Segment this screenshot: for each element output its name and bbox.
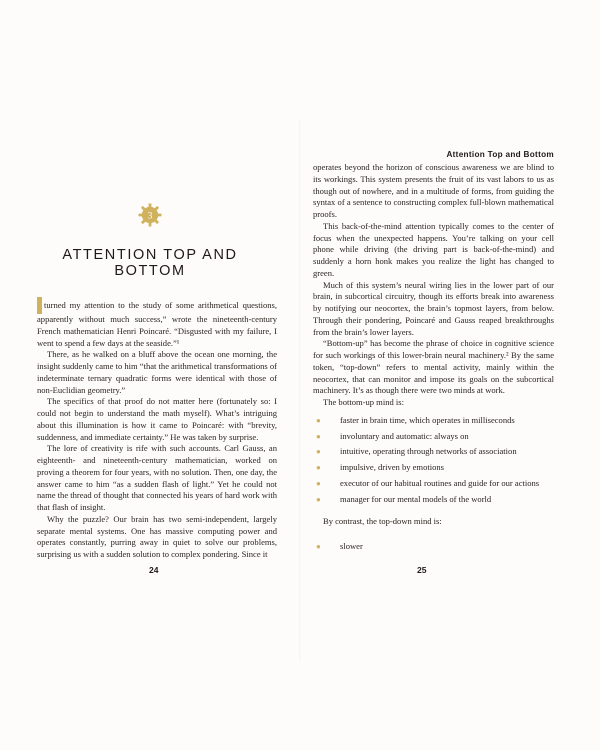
- bullet-icon: ●: [316, 415, 321, 425]
- list-item: ● executor of our habitual routines and guide for our actions: [316, 477, 540, 488]
- bullet-icon: ●: [316, 431, 321, 441]
- svg-text:3: 3: [147, 211, 153, 222]
- bullet-icon: ●: [316, 494, 321, 504]
- body-paragraph: There, as he walked on a bluff above the ocean one morning, the insight suddenly came to him “that the arithmetical transformations of indeterminate ternary quadratic forms were identical with those of non-Euclidian geometry.”: [37, 349, 277, 395]
- drop-cap-i: [37, 297, 42, 314]
- bullet-icon: ●: [316, 478, 321, 488]
- list-item: ● manager for our mental models of the world: [316, 493, 492, 504]
- list-intro: By contrast, the top-down mind is:: [323, 516, 442, 527]
- chapter-title: ATTENTION TOP AND BOTTOM: [62, 247, 238, 279]
- list-item: ● slower: [316, 541, 363, 551]
- bullet-icon: ●: [316, 463, 321, 472]
- right-page: [300, 0, 600, 750]
- list-item: ● intuitive, operating through networks of association: [316, 446, 517, 457]
- body-paragraph: operates beyond the horizon of conscious awareness we are blind to its workings. This system presents the fruit of its vast labors to us as though out of nowhere, and in a multitude of forms, from guiding the syntax of a sentence to constructing complex full-blown mathematical proofs.: [313, 162, 554, 219]
- list-item: ● impulsive, driven by emotions: [316, 462, 444, 472]
- page-number-right: 25: [417, 565, 427, 575]
- running-head: Attention Top and Bottom: [446, 150, 554, 159]
- body-paragraph: The lore of creativity is rife with such accounts. Carl Gauss, an eighteenth- and nineteenth-century mathematician, worked on proving a theorem for four years, with no solution. Then, one day, the answer came to him “as a sudden flash of light.” Yet he could not name the thread of thought that connected his years of hard work with that flash of insight.: [37, 443, 277, 512]
- body-paragraph: Much of this system’s neural wiring lies in the lower part of our brain, in subcortical circuitry, though its efforts break into awareness by notifying our neocortex, the brain’s topmost layers, from below. Through their pondering, Poincaré and Gauss reaped breakthroughs from the brain’s lower layers.: [313, 279, 554, 337]
- body-paragraph: The specifics of that proof do not matter here (fortunately so: I could not begin to understand the math myself). What’s intriguing about this illumination is how it came to Poincaré: with “brevity, suddenness, and immediate certainty.” He was taken by surprise.: [37, 396, 277, 442]
- bottom-up-list: [313, 415, 554, 506]
- page-number-left: 24: [149, 565, 159, 575]
- left-body-text: [37, 297, 277, 561]
- list-item: ● involuntary and automatic: always on: [316, 430, 469, 441]
- body-paragraph: Why the puzzle? Our brain has two semi-independent, largely separate mental systems. One has massive computing power and operates constantly, purring away in quiet to solve our problems, surprising us with a sudden solution to complex pondering. Since it: [37, 513, 277, 559]
- list-intro: The bottom-up mind is:: [323, 397, 404, 407]
- body-paragraph: “Bottom-up” has become the phrase of choice in cognitive science for such workings of this lower-brain neural machinery.² By the same token, “top-down” refers to mental activity, mainly within the neocortex, that can monitor and impose its goals on the subcortical machinery. It’s as though there were two minds at work.: [313, 338, 554, 396]
- chapter-ornament-icon: [138, 203, 162, 227]
- list-item: ● faster in brain time, which operates in milliseconds: [316, 414, 515, 425]
- bullet-icon: ●: [316, 542, 321, 551]
- bullet-icon: ●: [316, 447, 321, 457]
- top-down-list: [313, 541, 554, 553]
- right-body-text: [313, 162, 554, 553]
- opening-paragraph: turned my attention to the study of some arithmetical questions, apparently without much success,” wrote the nineteenth-century French mathematician Henri Poincaré. “Disgusted with my failure, I went to spend a few days at the seaside.”¹: [37, 297, 277, 349]
- body-paragraph: This back-of-the-mind attention typically comes to the center of focus when the unexpected happens. You’re talking on your cell phone while driving (the driving part is back-of-the-mind) and suddenly a horn honk makes you realize the light has changed to green.: [313, 220, 554, 278]
